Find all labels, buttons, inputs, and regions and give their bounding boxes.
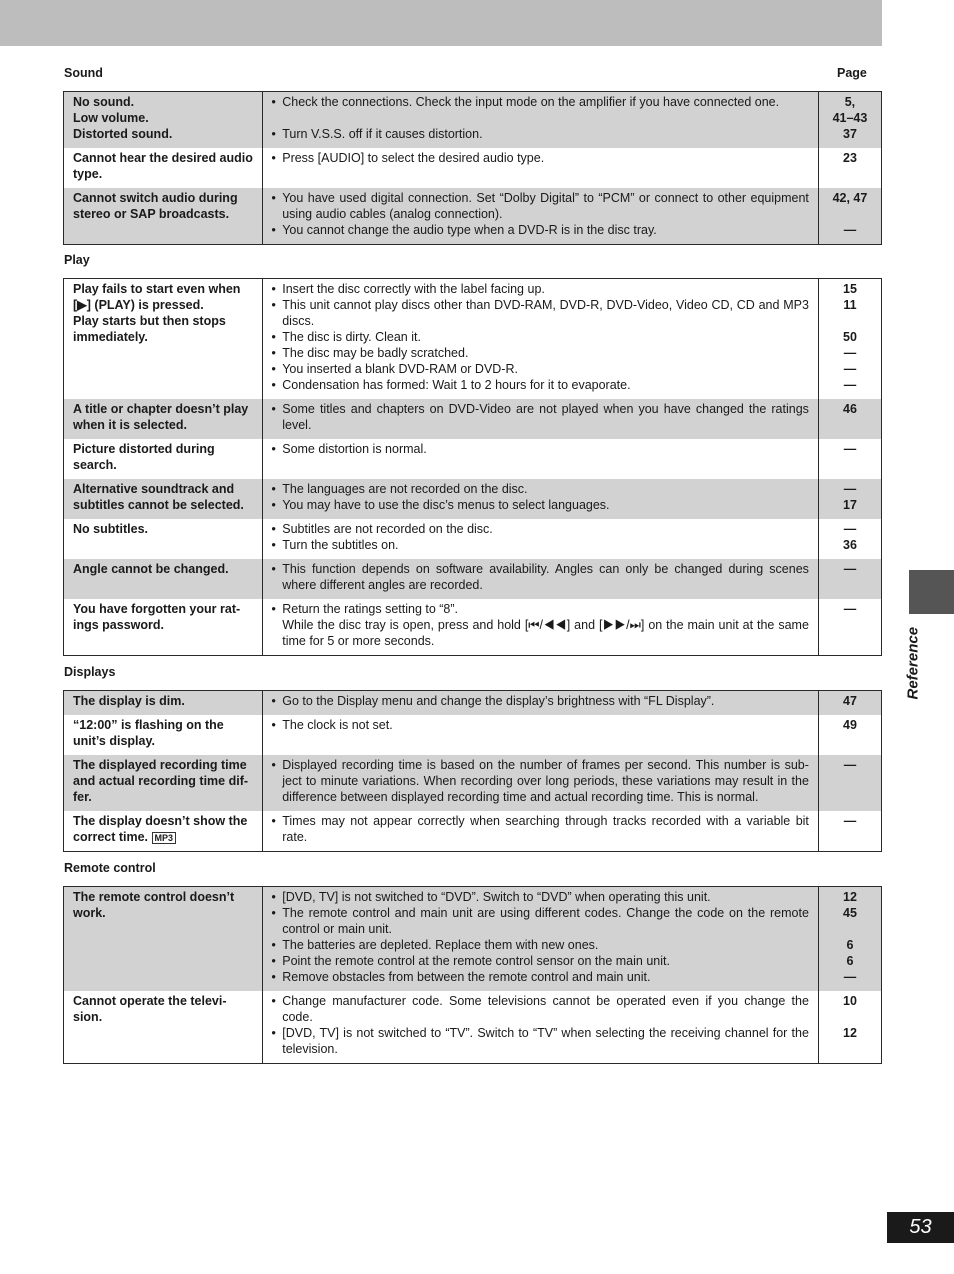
remedy-cell: ● Some titles and chapters on DVD-Video are not played when you have changed the ratings level.: [263, 399, 819, 439]
bullet-icon: ●: [271, 1028, 277, 1037]
table-row: [64, 92, 882, 149]
section-title-remote: Remote control: [64, 861, 156, 875]
table-row: [64, 559, 882, 599]
bullet-icon: ●: [271, 908, 277, 917]
table-row: [64, 755, 882, 811]
page-ref-cell: 42, 47 —: [818, 188, 881, 245]
bullet-icon: ●: [271, 996, 277, 1005]
sound-table: [63, 91, 882, 245]
table-row: [64, 439, 882, 479]
remedy-cell: ● Return the ratings setting to “8”. While the disc tray is open, press and hold [⏮/◀◀] and [▶▶/⏭] on the main unit at the same time for 5 or more seconds.: [263, 599, 819, 656]
problem-cell: A title or chapter doesn’t play when it is selected.: [64, 399, 263, 439]
bullet-icon: ●: [271, 404, 277, 413]
bullet-icon: ●: [271, 956, 277, 965]
table-row: [64, 188, 882, 245]
page-ref-cell: 12 45 6 6 —: [818, 887, 881, 992]
side-tab-label: Reference: [904, 626, 922, 700]
page-number: 53: [887, 1212, 954, 1243]
bullet-icon: ●: [271, 364, 277, 373]
bullet-icon: ●: [271, 153, 277, 162]
page-ref-cell: — 17: [818, 479, 881, 519]
remote-table: [63, 886, 882, 1064]
bullet-icon: ●: [271, 129, 277, 138]
bullet-icon: ●: [271, 284, 277, 293]
page-ref-cell: 23: [818, 148, 881, 188]
problem-cell: The display is dim.: [64, 691, 263, 716]
remedy-cell: ● Check the connections. Check the input mode on the amplifier if you have connected one. ● Turn V.S.S. off if it causes distortion.: [263, 92, 819, 149]
bullet-icon: ●: [271, 972, 277, 981]
table-row: [64, 399, 882, 439]
bullet-icon: ●: [271, 604, 277, 613]
play-table: [63, 278, 882, 656]
bullet-icon: ●: [271, 380, 277, 389]
remedy-cell: ● Some distortion is normal.: [263, 439, 819, 479]
bullet-icon: ●: [271, 816, 277, 825]
section-title-sound: Sound: [64, 66, 103, 80]
problem-cell: The remote control doesn’t work.: [64, 887, 263, 992]
problem-cell: Cannot operate the televi-sion.: [64, 991, 263, 1064]
table-row: [64, 599, 882, 656]
bullet-icon: ●: [271, 348, 277, 357]
bullet-icon: ●: [271, 760, 277, 769]
problem-cell: Cannot hear the desired audio type.: [64, 148, 263, 188]
table-row: [64, 279, 882, 400]
page-ref-cell: 10 12: [818, 991, 881, 1064]
table-row: [64, 887, 882, 992]
problem-cell: “12:00” is flashing on the unit’s display.: [64, 715, 263, 755]
problem-cell: No sound. Low volume. Distorted sound.: [64, 92, 263, 149]
problem-cell: Picture distorted during search.: [64, 439, 263, 479]
bullet-icon: ●: [271, 97, 277, 106]
remedy-cell: ● The languages are not recorded on the disc. ● You may have to use the disc’s menus to select languages.: [263, 479, 819, 519]
problem-cell: No subtitles.: [64, 519, 263, 559]
remedy-cell: ● You have used digital connection. Set “Dolby Digital” to “PCM” or connect to other equipment using audio cables (analog connection). ● You cannot change the audio type when a DVD-R is in the disc tray.: [263, 188, 819, 245]
bullet-icon: ●: [271, 696, 277, 705]
remedy-cell: ● [DVD, TV] is not switched to “DVD”. Switch to “DVD” when operating this unit. ● The remote control and main unit are using different codes. Change the code on the remote control or main unit. ● The batteries are depleted. Replace them with new ones. ● Point the remote control at the remote control sensor on the main unit. ● Remove obstacles from between the remote control and main unit.: [263, 887, 819, 992]
problem-cell: Angle cannot be changed.: [64, 559, 263, 599]
section-title-displays: Displays: [64, 665, 116, 679]
displays-table: [63, 690, 882, 852]
bullet-icon: ●: [271, 540, 277, 549]
remedy-cell: ● Insert the disc correctly with the label facing up. ● This unit cannot play discs other than DVD-RAM, DVD-R, DVD-Video, Video CD, CD and MP3 discs. ● The disc is dirty. Clean it. ● The disc may be badly scratched. ● You inserted a blank DVD-RAM or DVD-R. ● Condensation has formed: Wait 1 to 2 hours for it to evaporate.: [263, 279, 819, 400]
remedy-cell: ● Change manufacturer code. Some televisions cannot be operated even if you change the code. ● [DVD, TV] is not switched to “TV”. Switch to “TV” when selecting the receiving channel for the television.: [263, 991, 819, 1064]
page-column-header: Page: [837, 66, 867, 80]
bullet-icon: ●: [271, 332, 277, 341]
bullet-icon: ●: [271, 524, 277, 533]
remedy-cell: ● Subtitles are not recorded on the disc. ● Turn the subtitles on.: [263, 519, 819, 559]
header-bar: [0, 0, 882, 46]
bullet-icon: ●: [271, 193, 277, 202]
bullet-icon: ●: [271, 564, 277, 573]
page-ref-cell: — 36: [818, 519, 881, 559]
bullet-icon: ●: [271, 500, 277, 509]
table-row: [64, 148, 882, 188]
problem-cell: The display doesn’t show the correct time. MP3: [64, 811, 263, 852]
page-ref-cell: —: [818, 439, 881, 479]
problem-cell: The displayed recording time and actual recording time dif-fer.: [64, 755, 263, 811]
bullet-icon: ●: [271, 300, 277, 309]
page-ref-cell: 46: [818, 399, 881, 439]
page-ref-cell: 5, 41–43 37: [818, 92, 881, 149]
problem-cell: You have forgotten your rat-ings password.: [64, 599, 263, 656]
remedy-cell: ● Go to the Display menu and change the display’s brightness with “FL Display”.: [263, 691, 819, 716]
bullet-icon: ●: [271, 892, 277, 901]
bullet-icon: ●: [271, 444, 277, 453]
page-ref-cell: 49: [818, 715, 881, 755]
page-ref-cell: 47: [818, 691, 881, 716]
remedy-cell: ● This function depends on software availability. Angles can only be changed during scenes where different angles are recorded.: [263, 559, 819, 599]
remedy-cell: ● The clock is not set.: [263, 715, 819, 755]
remedy-cell: ● Press [AUDIO] to select the desired audio type.: [263, 148, 819, 188]
mp3-badge: MP3: [152, 832, 177, 844]
problem-cell: Cannot switch audio during stereo or SAP broadcasts.: [64, 188, 263, 245]
section-title-play: Play: [64, 253, 90, 267]
page-ref-cell: —: [818, 755, 881, 811]
bullet-icon: ●: [271, 720, 277, 729]
table-row: [64, 811, 882, 852]
table-row: [64, 519, 882, 559]
remedy-cell: ● Displayed recording time is based on the number of frames per second. This number is sub-ject to minute variations. When recording over long periods, these variations may result in the difference between displayed recording time and actual recording time. This is normal.: [263, 755, 819, 811]
table-row: [64, 715, 882, 755]
page-ref-cell: —: [818, 559, 881, 599]
page-ref-cell: —: [818, 599, 881, 656]
table-row: [64, 691, 882, 716]
problem-cell: Alternative soundtrack and subtitles cannot be selected.: [64, 479, 263, 519]
table-row: [64, 479, 882, 519]
bullet-icon: ●: [271, 484, 277, 493]
bullet-icon: ●: [271, 940, 277, 949]
remedy-cell: ● Times may not appear correctly when searching through tracks recorded with a variable bit rate.: [263, 811, 819, 852]
page-ref-cell: 15 11 50 — — —: [818, 279, 881, 400]
problem-cell: Play fails to start even when [▶] (PLAY) is pressed. Play starts but then stops immediately.: [64, 279, 263, 400]
table-row: [64, 991, 882, 1064]
page-ref-cell: —: [818, 811, 881, 852]
bullet-icon: ●: [271, 225, 277, 234]
side-tab-marker: [909, 570, 954, 614]
